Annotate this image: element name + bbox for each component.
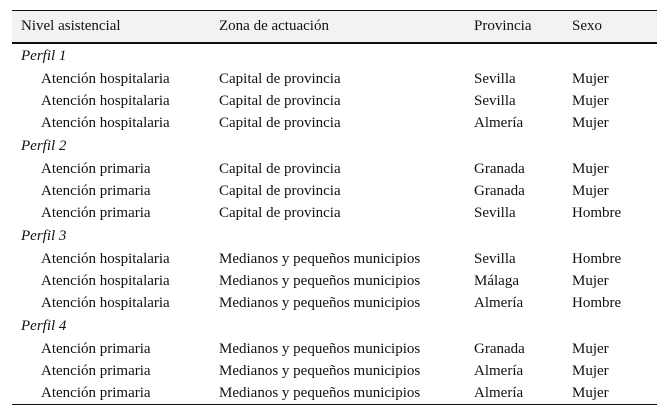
cell-zona-de-actuacion: Capital de provincia: [219, 92, 341, 109]
cell-zona-de-actuacion: Capital de provincia: [219, 204, 341, 221]
cell-nivel-asistencial: Atención hospitalaria: [41, 272, 170, 289]
cell-zona-de-actuacion: Capital de provincia: [219, 160, 341, 177]
cell-nivel-asistencial: Atención hospitalaria: [41, 70, 170, 87]
group-label: Perfil 1: [21, 47, 67, 64]
cell-zona-de-actuacion: Capital de provincia: [219, 70, 341, 87]
cell-nivel-asistencial: Atención primaria: [41, 340, 151, 357]
table-row: [12, 270, 657, 292]
cell-nivel-asistencial: Atención primaria: [41, 160, 151, 177]
group-row: [12, 314, 657, 338]
header-sexo: Sexo: [563, 11, 657, 44]
cell-provincia: Granada: [474, 182, 525, 199]
cell-sexo: Mujer: [572, 114, 609, 131]
group-label: Perfil 2: [21, 137, 67, 154]
cell-zona-de-actuacion: Medianos y pequeños municipios: [219, 250, 421, 267]
cell-sexo: Mujer: [563, 382, 657, 405]
group-label: Perfil 4: [21, 317, 67, 334]
table-row: [12, 90, 657, 112]
cell-sexo: Hombre: [572, 250, 622, 267]
cell-zona-de-actuacion: Capital de provincia: [219, 182, 341, 199]
cell-zona-de-actuacion: Medianos y pequeños municipios: [219, 362, 421, 379]
cell-provincia: Almería: [474, 362, 524, 379]
cell-provincia: Sevilla: [474, 92, 516, 109]
table-row: [12, 292, 657, 314]
cell-zona-de-actuacion: Medianos y pequeños municipios: [219, 272, 421, 289]
cell-zona-de-actuacion: Capital de provincia: [219, 114, 341, 131]
table-row: [12, 248, 657, 270]
table-row: [12, 382, 657, 405]
cell-sexo: Hombre: [572, 294, 622, 311]
cell-sexo: Mujer: [572, 92, 609, 109]
cell-nivel-asistencial: Atención hospitalaria: [41, 114, 170, 131]
cell-provincia: Almería: [474, 114, 524, 131]
table-row: [12, 112, 657, 134]
cell-sexo: Mujer: [572, 160, 609, 177]
cell-nivel-asistencial: Atención primaria: [41, 182, 151, 199]
table-row: [12, 360, 657, 382]
group-row: [12, 43, 657, 68]
cell-sexo: Hombre: [572, 204, 622, 221]
table-header: [12, 11, 657, 44]
cell-provincia: Almería: [465, 382, 563, 405]
table-row: [12, 68, 657, 90]
header-row: [12, 11, 657, 44]
group-label: Perfil 3: [21, 227, 67, 244]
header-provincia: Provincia: [465, 11, 563, 44]
cell-nivel-asistencial: Atención hospitalaria: [41, 92, 170, 109]
cell-provincia: Granada: [474, 340, 525, 357]
group-row: [12, 134, 657, 158]
cell-provincia: Sevilla: [474, 70, 516, 87]
table-row: [12, 158, 657, 180]
header-zona-de-actuacion: Zona de actuación: [210, 11, 465, 44]
cell-zona-de-actuacion: Medianos y pequeños municipios: [219, 294, 421, 311]
cell-provincia: Sevilla: [474, 250, 516, 267]
cell-nivel-asistencial: Atención primaria: [41, 362, 151, 379]
cell-nivel-asistencial: Atención hospitalaria: [41, 250, 170, 267]
cell-nivel-asistencial: Atención primaria: [12, 382, 210, 405]
table-body: [12, 43, 657, 405]
profiles-table-container: [12, 10, 657, 405]
table-row: [12, 338, 657, 360]
table-row: [12, 180, 657, 202]
cell-sexo: Mujer: [572, 272, 609, 289]
header-nivel-asistencial: Nivel asistencial: [12, 11, 210, 44]
cell-sexo: Mujer: [572, 340, 609, 357]
cell-provincia: Málaga: [474, 272, 519, 289]
cell-sexo: Mujer: [572, 70, 609, 87]
profiles-table: [12, 10, 657, 405]
cell-nivel-asistencial: Atención hospitalaria: [41, 294, 170, 311]
cell-provincia: Granada: [474, 160, 525, 177]
cell-sexo: Mujer: [572, 182, 609, 199]
cell-zona-de-actuacion: Medianos y pequeños municipios: [219, 340, 421, 357]
cell-provincia: Sevilla: [474, 204, 516, 221]
table-row: [12, 202, 657, 224]
group-row: [12, 224, 657, 248]
cell-provincia: Almería: [474, 294, 524, 311]
cell-zona-de-actuacion: Medianos y pequeños municipios: [210, 382, 465, 405]
cell-sexo: Mujer: [572, 362, 609, 379]
cell-nivel-asistencial: Atención primaria: [41, 204, 151, 221]
